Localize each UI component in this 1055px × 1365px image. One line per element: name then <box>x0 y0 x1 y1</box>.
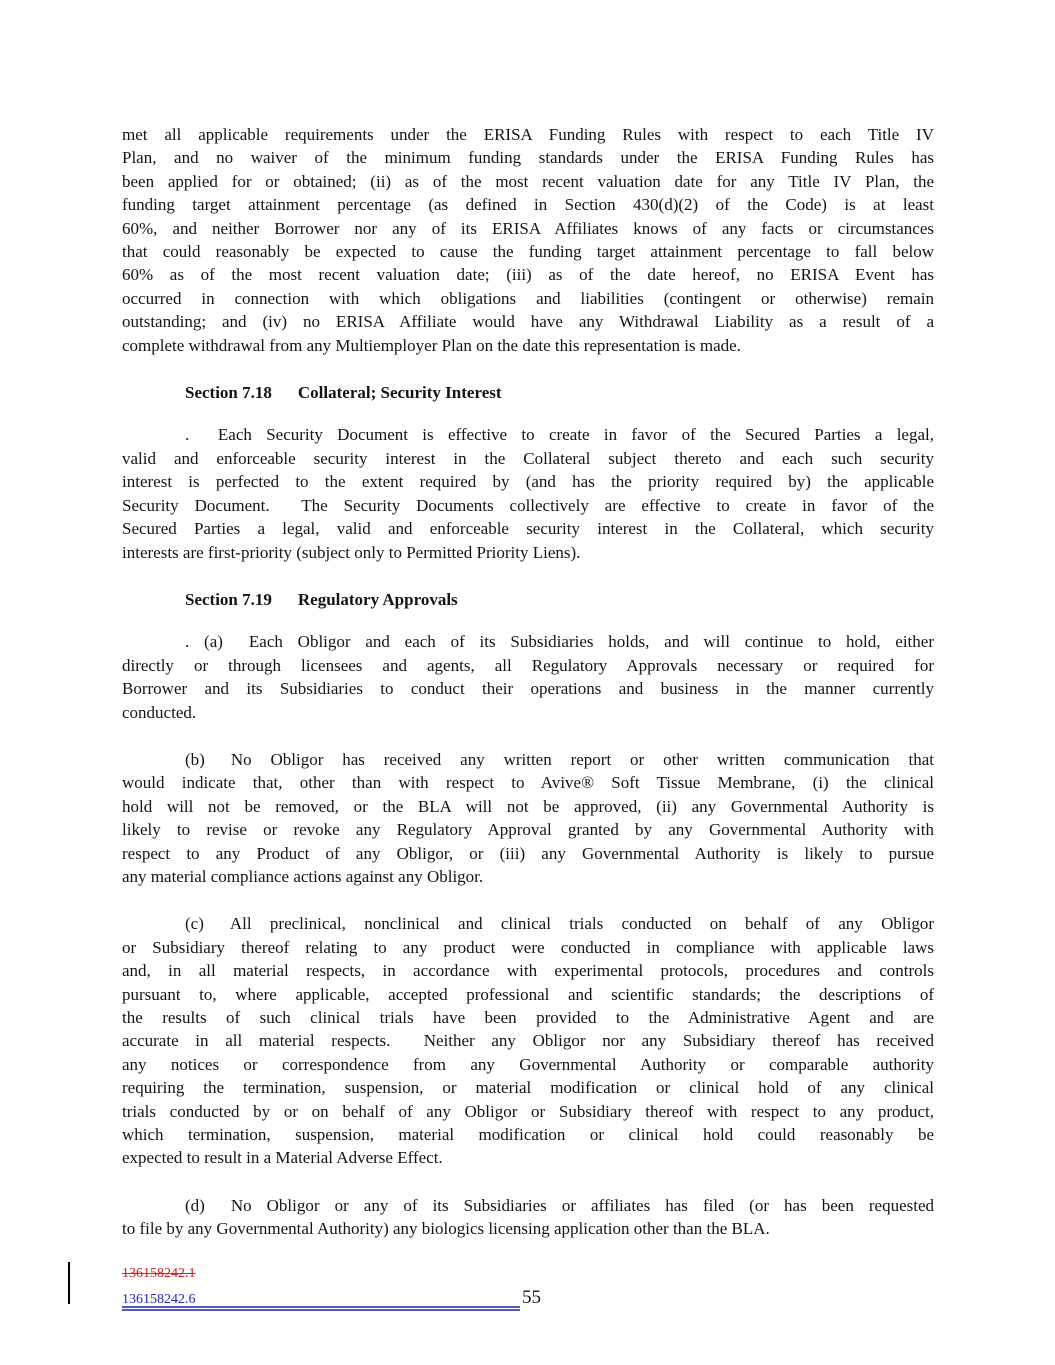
text-line: complete withdrawal from any Multiemployer Plan on the date this representation is made. <box>122 335 741 355</box>
text-line: Secured Parties a legal, valid and enforceable security interest in the Collateral, which security <box>122 519 934 539</box>
text-line <box>122 912 934 935</box>
text-line: pursuant to, where applicable, accepted professional and scientific standards; the descriptions of <box>122 984 934 1004</box>
text-line <box>122 630 934 653</box>
text-line: trials conducted by or on behalf of any Obligor or Subsidiary thereof with respect to any product, <box>122 1101 934 1121</box>
text-line: the results of such clinical trials have been provided to the Administrative Agent and are <box>122 1008 934 1027</box>
footer-revision-new: 136158242.6 <box>122 1292 196 1307</box>
line-text: All preclinical, nonclinical and clinical trials conducted on behalf of any Obligor <box>229 914 934 934</box>
text-line: 60%, and neither Borrower nor any of its ERISA Affiliates knows of any facts or circumstances <box>122 218 934 238</box>
line-text: No Obligor or any of its Subsidiaries or affiliates has filed (or has been requested <box>230 1195 934 1215</box>
text-line: likely to revise or revoke any Regulatory Approval granted by any Governmental Authority with <box>122 820 934 840</box>
document-body <box>122 123 934 1265</box>
text-line: to file by any Governmental Authority) any biologics licensing application other than the BLA. <box>122 1219 770 1239</box>
text-line: requiring the termination, suspension, or material modification or clinical hold of any clinical <box>122 1078 934 1098</box>
list-label: (d) <box>185 1195 205 1215</box>
text-line: expected to result in a Material Adverse Effect. <box>122 1148 443 1168</box>
text-line: Plan, and no waiver of the minimum funding standards under the ERISA Funding Rules has <box>122 148 934 168</box>
text-line: funding target attainment percentage (as defined in Section 430(d)(2) of the Code) is at least <box>122 195 934 215</box>
text-line: Security Document. The Security Documents collectively are effective to create in favor of the <box>122 495 934 515</box>
text-line: conducted. <box>122 702 197 722</box>
heading-number: Section 7.18 <box>185 383 272 403</box>
text-line: and, in all material respects, in accordance with experimental protocols, procedures and controls <box>122 961 934 981</box>
paragraph <box>122 630 934 724</box>
heading-title: Collateral; Security Interest <box>297 383 502 403</box>
text-line: accurate in all material respects. Neither any Obligor nor any Subsidiary thereof has received <box>122 1031 934 1051</box>
text-line: directly or through licensees and agents, all Regulatory Approvals necessary or required for <box>122 655 934 675</box>
text-line: outstanding; and (iv) no ERISA Affiliate would have any Withdrawal Liability as a result of a <box>122 312 934 332</box>
heading-number: Section 7.19 <box>185 589 272 609</box>
text-line: would indicate that, other than with respect to Avive® Soft Tissue Membrane, (i) the clinical <box>122 773 934 793</box>
list-label: (b) <box>185 749 205 769</box>
text-line: hold will not be removed, or the BLA will not be approved, (ii) any Governmental Authority is <box>122 796 934 816</box>
paragraph <box>122 912 934 1169</box>
paragraph <box>122 123 934 357</box>
text-line: any notices or correspondence from any Governmental Authority or comparable authority <box>122 1054 934 1074</box>
text-line: Borrower and its Subsidiaries to conduct their operations and business in the manner currently <box>122 679 934 699</box>
line-text: Each Obligor and each of its Subsidiaries holds, and will continue to hold, either <box>248 632 934 652</box>
footer-revision-old: 136158242.1 <box>122 1266 196 1281</box>
footer-row <box>122 1287 541 1311</box>
text-line: valid and enforceable security interest in the Collateral subject thereto and each such security <box>122 448 934 468</box>
footer-revision-underline <box>122 1291 520 1311</box>
text-line: occurred in connection with which obligations and liabilities (contingent or otherwise) remain <box>122 288 934 308</box>
text-line: 60% as of the most recent valuation date; (iii) as of the date hereof, no ERISA Event has <box>122 265 934 285</box>
text-line <box>122 748 934 771</box>
list-label: (c) <box>185 914 204 934</box>
text-line: . Each Security Document is effective to create in favor of the Secured Parties a legal, <box>185 425 934 445</box>
list-label: . (a) <box>185 632 223 652</box>
text-line: or Subsidiary thereof relating to any product were conducted in compliance with applicable laws <box>122 937 934 957</box>
text-line: interests are first-priority (subject only to Permitted Priority Liens). <box>122 542 581 562</box>
paragraph <box>122 423 934 563</box>
text-line: which termination, suspension, material modification or clinical hold could reasonably be <box>122 1125 934 1145</box>
text-line: respect to any Product of any Obligor, or (iii) any Governmental Authority is likely to pursue <box>122 843 934 863</box>
section-heading <box>122 381 934 404</box>
paragraph <box>122 1194 934 1241</box>
text-line: interest is perfected to the extent required by (and has the priority required by) the applicable <box>122 472 934 492</box>
text-line <box>122 1194 934 1217</box>
paragraph <box>122 748 934 888</box>
heading-title: Regulatory Approvals <box>297 589 458 609</box>
line-text: No Obligor has received any written report or other written communication that <box>230 749 934 769</box>
section-heading <box>122 588 934 611</box>
text-line: any material compliance actions against any Obligor. <box>122 866 484 886</box>
text-line: been applied for or obtained; (ii) as of the most recent valuation date for any Title IV Plan, the <box>122 171 934 191</box>
text-line: that could reasonably be expected to cause the funding target attainment percentage to fall below <box>122 242 934 262</box>
page-number: 55 <box>522 1287 541 1308</box>
revision-change-bar <box>68 1262 70 1304</box>
text-line: met all applicable requirements under the ERISA Funding Rules with respect to each Title IV <box>122 125 934 144</box>
